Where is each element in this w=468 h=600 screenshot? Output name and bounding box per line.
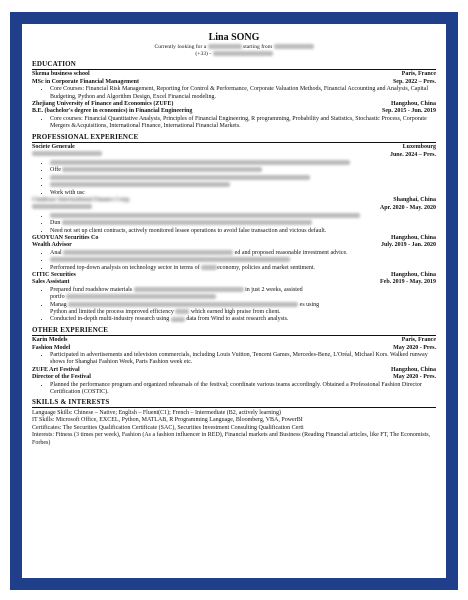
- experience-bullet: • Dun: [50, 220, 436, 227]
- experience-location: Hangzhou, China: [390, 234, 436, 241]
- education-org: Skema business school: [32, 71, 90, 78]
- other-location: Hangzhou, China: [390, 366, 436, 373]
- education-bullet: • Core Courses: Financial Risk Management, Reporting for Control & Performance, Corporate Valuation Methods, Financial Accounting and Analysis, Capital Budgeting, Python and Algorithm Design, Excel Financial modeling.: [50, 86, 436, 101]
- experience-bullet: [50, 182, 436, 189]
- experience-bullet: [50, 257, 436, 264]
- section-other-experience: OTHER EXPERIENCE: [32, 327, 436, 336]
- other-org: ZUFE Art Festival: [32, 366, 80, 373]
- other-bullet: • Participated in advertisements and television commercials, including Louis Vuitton, Tencent Games, Mercedes-Benz, L'Oréal, Michael Kors. Walked runway shows for Shanghai Fashion Week, Paris Fashion week etc.: [50, 352, 436, 367]
- redacted-role: [32, 204, 92, 209]
- education-org: Zhejiang University of Finance and Economics (ZUFE): [32, 101, 174, 108]
- experience-entry: [32, 272, 436, 324]
- experience-bullet: • Performed top-down analysis on technology sector in terms of economy, policies and market sentiment.: [50, 265, 436, 272]
- other-entry: [32, 337, 436, 367]
- skills-language: Language Skills: Chinese – Native; English – Fluent(C1); French – Intermediate (B2, actively learning): [32, 409, 281, 416]
- experience-date: July. 2019 - Jan. 2020: [380, 242, 436, 249]
- experience-bullet: • Work with usc: [50, 190, 436, 197]
- other-role: Fashion Model: [32, 344, 71, 351]
- candidate-name: Lina SONG: [208, 32, 260, 43]
- skills-certificates: Certificates: The Securities Qualification Certificate (SAC), Securities Investment Consulting Qualification Certi: [32, 424, 304, 431]
- redacted-text: [213, 51, 273, 56]
- experience-location: Shanghai, China: [393, 196, 436, 203]
- experience-entry: [32, 197, 436, 235]
- contact-mid: starting from: [243, 44, 273, 50]
- skills-interests: Interests: Fitness (3 times per week), Fashion (As a fashion influencer in RED), Financial markets and Business (Reading Financial articles, like FT, The Economists, Forbes): [32, 432, 431, 446]
- resume-page: [22, 24, 446, 578]
- other-date: May 2020 - Pres.: [393, 344, 436, 351]
- education-bullet: • Core courses: Financial Quantitative Analysis, Principles of Financial Engineering, R programming, Probability and Statistics, Stochastic Process, Corporate Mergers &Acquisitions, International Finance, International Financial Markets.: [50, 116, 436, 131]
- phone-prefix: (+33) -: [195, 51, 212, 57]
- section-skills: SKILLS & INTERESTS: [32, 399, 436, 408]
- redacted-text: [274, 44, 314, 49]
- education-entry: [32, 101, 436, 131]
- education-date: Sep. 2022 – Pres.: [392, 78, 436, 85]
- experience-bullet: • Manag es using Python and limited the process improved efficiency which earned high praise from client.: [50, 302, 436, 317]
- experience-bullet: [50, 160, 436, 167]
- experience-org: GUOYUAN Securities Co: [32, 234, 99, 241]
- section-experience: PROFESSIONAL EXPERIENCE: [32, 134, 436, 143]
- education-date: Sep. 2015 - Jun. 2019: [381, 108, 436, 115]
- experience-role: Wealth Advisor: [32, 242, 72, 249]
- contact-line-1: [32, 44, 436, 51]
- skills-it: IT Skills: Microsoft Office, EXCEL, Python, MATLAB, R Programming Language, Bloomberg, VBA, PowerBI: [32, 417, 303, 424]
- redacted-role: [32, 151, 102, 156]
- document-frame: [10, 12, 458, 590]
- education-location: Hangzhou, China: [390, 101, 436, 108]
- experience-bullet: [50, 175, 436, 182]
- education-entry: [32, 71, 436, 101]
- section-education: EDUCATION: [32, 61, 436, 70]
- experience-org: Chailease International Finance Corp.: [32, 196, 131, 203]
- experience-entry: [32, 235, 436, 272]
- other-entry: [32, 367, 436, 397]
- education-location: Paris, France: [401, 71, 436, 78]
- other-role: Director of the Festival: [32, 374, 91, 381]
- experience-location: Luxembourg: [402, 144, 436, 151]
- experience-role: Sales Assistant: [32, 279, 70, 286]
- other-location: Paris, France: [401, 337, 436, 344]
- experience-bullet: • Prepared fund roadshow materials in just 2 weeks, assisted portfo: [50, 287, 436, 302]
- experience-bullet: [50, 213, 436, 220]
- experience-entry: [32, 144, 436, 197]
- other-date: May 2020 - Pres.: [393, 374, 436, 381]
- contact-line-2: [32, 51, 436, 58]
- experience-bullet: • Conducted in-depth multi-industry research using data from Wind to assist research analysts.: [50, 316, 436, 323]
- experience-org: CITIC Securities: [32, 271, 76, 278]
- experience-location: Hangzhou, China: [390, 271, 436, 278]
- education-degree: MSc in Corporate Financial Management: [32, 78, 139, 85]
- experience-bullet: • Offe: [50, 167, 436, 174]
- experience-bullet: • Anal ed and proposed reasonable investment advice.: [50, 250, 436, 257]
- redacted-text: [208, 44, 242, 49]
- other-org: Karin Models: [32, 337, 68, 344]
- other-bullet: • Planned the performance program and organized rehearsals of the festival; coordinate various teams accordingly. Obtained a Professional Fashion Director Certification (COSTIC).: [50, 382, 436, 397]
- experience-org: Societe Generale: [32, 144, 75, 151]
- experience-date: June. 2024 – Pres.: [389, 152, 436, 159]
- contact-lead: Currently looking for a: [154, 44, 207, 50]
- education-degree: B.E. (bachelor's degree in economics) in Financial Engineering: [32, 108, 193, 115]
- experience-date: Apr. 2020 - May. 2020: [379, 205, 436, 212]
- experience-date: Feb. 2019 - May. 2019: [380, 279, 436, 286]
- experience-bullet: • Need not set up client contracts, actively monitored lessee operations to avoid false transaction and vicious default.: [50, 228, 436, 235]
